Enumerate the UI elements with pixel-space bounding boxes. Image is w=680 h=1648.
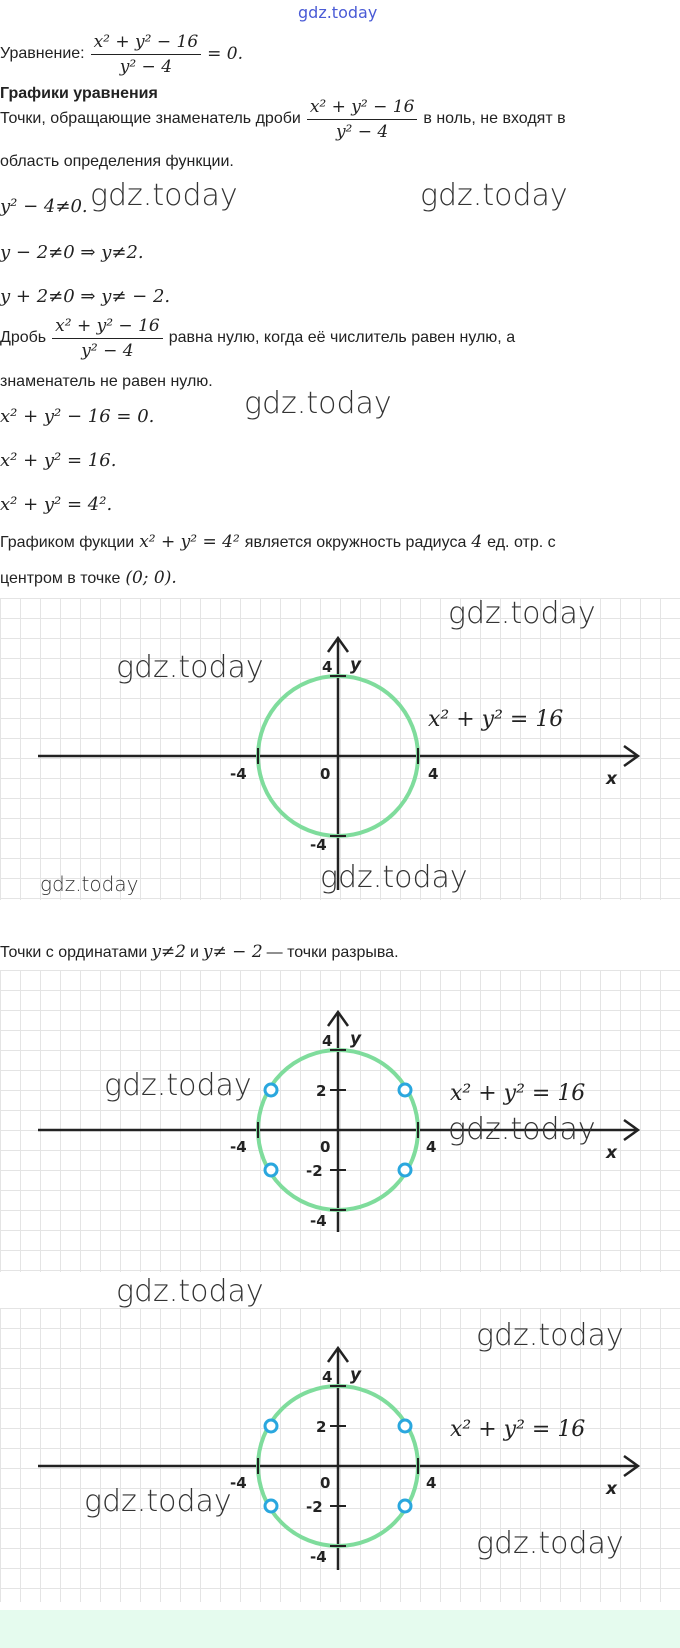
circle-equation: x² + y² = 16 xyxy=(428,707,564,732)
circle-equation: x² + y² = 16 xyxy=(450,1417,586,1442)
axis-name-x: x xyxy=(606,1143,617,1163)
hole-point xyxy=(399,1164,411,1176)
hole-point xyxy=(265,1084,277,1096)
p3-text-a: Графиком фукции xyxy=(0,534,135,551)
label-x-neg: -4 xyxy=(230,765,247,783)
equation-line xyxy=(0,28,243,80)
label-y-neg: -4 xyxy=(310,836,327,854)
label-x-pos: 4 xyxy=(428,765,439,783)
p4-text-a: Точки с ординатами xyxy=(0,944,148,961)
label-origin: 0 xyxy=(320,1474,331,1492)
cut-heading: Графики уравнения xyxy=(0,85,158,102)
label-x-neg: -4 xyxy=(230,1474,247,1492)
axis-name-x: x xyxy=(606,769,617,789)
label-y-m2: -2 xyxy=(306,1498,323,1516)
label-y-pos: 4 xyxy=(322,658,333,676)
watermark: gdz.today xyxy=(84,1484,232,1519)
watermark: gdz.today xyxy=(320,860,468,895)
math-line-4: x² + y² − 16 = 0. xyxy=(0,406,155,427)
paragraph-2-line-1 xyxy=(0,312,515,364)
p1-text-a: Точки, обращающие знаменатель дроби xyxy=(0,110,301,127)
watermark: gdz.today xyxy=(476,1318,624,1353)
p1-numerator: x² + y² − 16 xyxy=(307,95,418,120)
equation-rhs: = 0. xyxy=(207,44,244,64)
hole-point xyxy=(265,1164,277,1176)
label-x-pos: 4 xyxy=(426,1138,437,1156)
axis-name-y: y xyxy=(350,655,362,675)
p3-math: x² + y² = 4² xyxy=(139,532,240,552)
p2-denominator: y² − 4 xyxy=(81,340,134,361)
watermark: gdz.today xyxy=(448,1112,596,1147)
p2-numerator: x² + y² − 16 xyxy=(52,314,163,339)
math-line-6: x² + y² = 4². xyxy=(0,494,113,515)
paragraph-4 xyxy=(0,942,399,963)
p4-math-1: y≠2 xyxy=(151,942,186,962)
label-x-neg: -4 xyxy=(230,1138,247,1156)
hole-point xyxy=(399,1420,411,1432)
paragraph-1-line-1 xyxy=(0,94,566,144)
fraction-numerator: x² + y² − 16 xyxy=(91,30,202,55)
label-y-neg: -4 xyxy=(310,1548,327,1566)
graph-1-svg xyxy=(0,598,680,900)
p1-text-c: область определения функции. xyxy=(0,153,234,170)
hole-point xyxy=(399,1084,411,1096)
fraction-denominator: y² − 4 xyxy=(119,56,173,77)
label-origin: 0 xyxy=(320,765,331,783)
hole-point xyxy=(399,1500,411,1512)
hole-point xyxy=(265,1420,277,1432)
paragraph-3-line-2 xyxy=(0,568,177,589)
math-line-2: y − 2≠0 ⇒ y≠2. xyxy=(0,242,144,263)
p2-text-a: Дробь xyxy=(0,329,47,346)
p3-text-d: центром в точке xyxy=(0,570,121,587)
label-y-pos: 4 xyxy=(322,1032,333,1050)
circle-equation: x² + y² = 16 xyxy=(450,1081,586,1106)
p3-text-c: ед. отр. с xyxy=(487,534,556,551)
p1-fraction xyxy=(307,95,418,144)
p2-text-c: знаменатель не равен нулю. xyxy=(0,373,213,390)
site-logo[interactable]: gdz.today xyxy=(298,3,378,22)
graph-1 xyxy=(0,598,680,900)
math-line-3: y + 2≠0 ⇒ y≠ − 2. xyxy=(0,286,171,307)
label-y-2: 2 xyxy=(316,1418,327,1436)
watermark: gdz.today xyxy=(104,1068,252,1103)
label-x-pos: 4 xyxy=(426,1474,437,1492)
equation-label: Уравнение: xyxy=(0,45,85,62)
axis-name-y: y xyxy=(350,1365,362,1385)
watermark: gdz.today xyxy=(40,872,139,896)
p4-and: и xyxy=(189,944,199,961)
p3-radius: 4 xyxy=(471,532,483,552)
p4-math-2: y≠ − 2 xyxy=(202,942,263,962)
math-line-5: x² + y² = 16. xyxy=(0,450,117,471)
p2-text-b: равна нулю, когда её числитель равен нулю, а xyxy=(168,329,516,346)
label-y-neg: -4 xyxy=(310,1212,327,1230)
watermark: gdz.today xyxy=(116,650,264,685)
label-y-2: 2 xyxy=(316,1082,327,1100)
watermark: gdz.today xyxy=(116,1274,264,1309)
axis-name-y: y xyxy=(350,1029,362,1049)
watermark: gdz.today xyxy=(420,178,568,213)
cut-heading-wrap xyxy=(0,85,200,102)
p2-fraction xyxy=(52,314,163,363)
axis-name-x: x xyxy=(606,1479,617,1499)
watermark: gdz.today xyxy=(448,596,596,631)
watermark: gdz.today xyxy=(244,386,392,421)
watermark: gdz.today xyxy=(90,178,238,213)
hole-point xyxy=(265,1500,277,1512)
label-y-m2: -2 xyxy=(306,1162,323,1180)
p3-point: (0; 0). xyxy=(125,568,177,588)
p4-text-b: — точки разрыва. xyxy=(266,944,399,961)
p1-text-b: в ноль, не входят в xyxy=(423,110,566,127)
p1-denominator: y² − 4 xyxy=(335,121,389,142)
watermark: gdz.today xyxy=(476,1526,624,1561)
p3-text-b: является окружность радиуса xyxy=(244,534,467,551)
bottom-band xyxy=(0,1610,680,1648)
equation-fraction xyxy=(91,30,202,79)
math-line-1: y² − 4≠0. xyxy=(0,196,88,217)
paragraph-3-line-1 xyxy=(0,532,556,553)
label-y-pos: 4 xyxy=(322,1368,333,1386)
label-origin: 0 xyxy=(320,1138,331,1156)
